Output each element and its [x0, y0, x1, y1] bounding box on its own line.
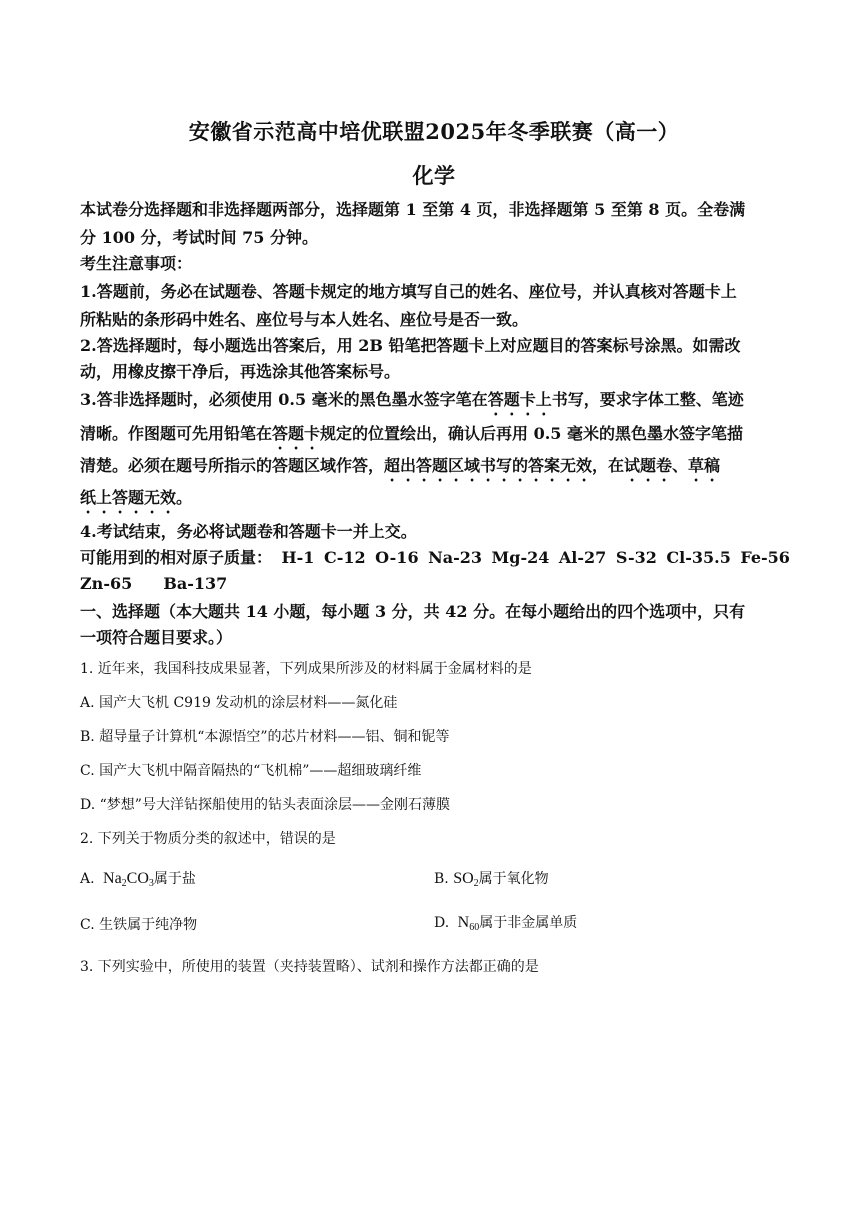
intro-line-1: 本试卷分选择题和非选择题两部分，选择题第 1 至第 4 页，非选择题第 5 至第 8 页。全卷满	[80, 200, 746, 219]
note-2-line-1: 2.答选择题时，每小题选出答案后，用 2B 铅笔把答题卡上对应题目的答案标号涂黑。如需改	[80, 336, 741, 355]
option-label: A.	[80, 871, 95, 887]
note-3-line-4	[80, 488, 790, 517]
section-1-heading-line-2: 一项符合题目要求。）	[80, 628, 233, 647]
atomic-mass: O-16	[375, 548, 419, 567]
emphasis-text: 纸上答题无效	[80, 488, 177, 507]
atomic-mass: Al-27	[558, 548, 607, 567]
question-1-option-c: C. 国产大飞机中隔音隔热的“飞机棉”——超细玻璃纤维	[80, 763, 422, 779]
atomic-masses-row-1	[80, 548, 790, 568]
atomic-mass: Zn-65	[80, 574, 133, 593]
atomic-mass: Na-23	[428, 548, 483, 567]
emphasis-text: 试题卷、草稿	[624, 456, 721, 475]
formula-so2: $SO_2$	[453, 870, 479, 889]
question-2-option-a	[80, 870, 196, 888]
question-2-option-b	[434, 870, 549, 888]
atomic-masses-label: 可能用到的相对原子质量：	[80, 548, 273, 567]
atomic-mass: Mg-24	[491, 548, 550, 567]
atomic-mass: S-32	[615, 548, 657, 567]
notes-heading: 考生注意事项：	[80, 254, 193, 273]
question-2-option-c: C. 生铁属于纯净物	[80, 917, 198, 933]
note-3-line-2	[80, 424, 790, 453]
note-3-line-3	[80, 456, 790, 485]
note-1-line-2: 所粘贴的条形码中姓名、座位号与本人姓名、座位号是否一致。	[80, 310, 529, 329]
note-3-text: 清楚。必须在题号所指示的答题区域作答，	[80, 456, 385, 475]
atomic-mass: C-12	[323, 548, 366, 567]
formula-n60: $N_{60}$	[453, 914, 480, 933]
note-3-text: 。	[176, 488, 193, 507]
emphasis-text: 答题卡	[272, 424, 321, 443]
atomic-mass: Cl-35.5	[666, 548, 731, 567]
emphasis-text: 超出答题区域书写的答案无效	[384, 456, 593, 475]
note-3-text: 清晰。作图题可先用铅笔在	[80, 424, 273, 443]
note-3-text: 3.答非选择题时，必须使用 0.5 毫米的黑色墨水签字笔在	[80, 390, 488, 409]
note-1-line-1: 1.答题前，务必在试题卷、答题卡规定的地方填写自己的姓名、座位号，并认真核对答题卡上	[80, 282, 737, 301]
note-3-text: 规定的位置绘出，确认后再用 0.5 毫米的黑色墨水签字笔描	[320, 424, 744, 443]
note-4: 4.考试结束，务必将试题卷和答题卡一并上交。	[80, 522, 417, 541]
atomic-mass: Fe-56	[740, 548, 790, 567]
option-label: D.	[434, 915, 450, 931]
intro-line-2: 分 100 分，考试时间 75 分钟。	[80, 228, 318, 247]
question-3-stem: 3. 下列实验中，所使用的装置（夹持装置略）、试剂和操作方法都正确的是	[80, 959, 539, 975]
question-1-option-a: A. 国产大飞机 C919 发动机的涂层材料——氮化硅	[80, 695, 398, 711]
question-1-option-b: B. 超导量子计算机“本源悟空”的芯片材料——铝、铜和铌等	[80, 729, 450, 745]
atomic-mass: H-1	[281, 548, 315, 567]
option-text: 属于氧化物	[478, 871, 549, 887]
atomic-mass: Ba-137	[163, 574, 228, 593]
exam-title: 安徽省示范高中培优联盟2025年冬季联赛（高一）	[188, 119, 680, 144]
question-1-stem: 1. 近年来，我国科技成果显著，下列成果所涉及的材料属于金属材料的是	[80, 661, 532, 677]
question-1-option-d: D. “梦想”号大洋钻探船使用的钻头表面涂层——金刚石薄膜	[80, 797, 450, 813]
note-3-text: ，在	[592, 456, 625, 475]
note-3-text: 书写，要求字体工整、笔迹	[551, 390, 744, 409]
question-2-stem: 2. 下列关于物质分类的叙述中，错误的是	[80, 831, 336, 847]
question-2-option-d	[434, 914, 577, 932]
option-label: B.	[434, 871, 449, 887]
subject-title: 化学	[412, 163, 456, 188]
emphasis-text: 答题卡上	[487, 390, 552, 409]
note-2-line-2: 动，用橡皮擦干净后，再选涂其他答案标号。	[80, 362, 401, 381]
option-text: 属于盐	[153, 871, 196, 887]
formula-na2co3: $Na_2CO_3$	[99, 870, 154, 889]
atomic-masses-row-2	[80, 574, 790, 594]
note-3-line-1	[80, 390, 790, 419]
section-1-heading-line-1: 一、选择题（本大题共 14 小题，每小题 3 分，共 42 分。在每小题给出的四个选项中，只有	[80, 602, 746, 621]
option-text: 属于非金属单质	[479, 915, 578, 931]
